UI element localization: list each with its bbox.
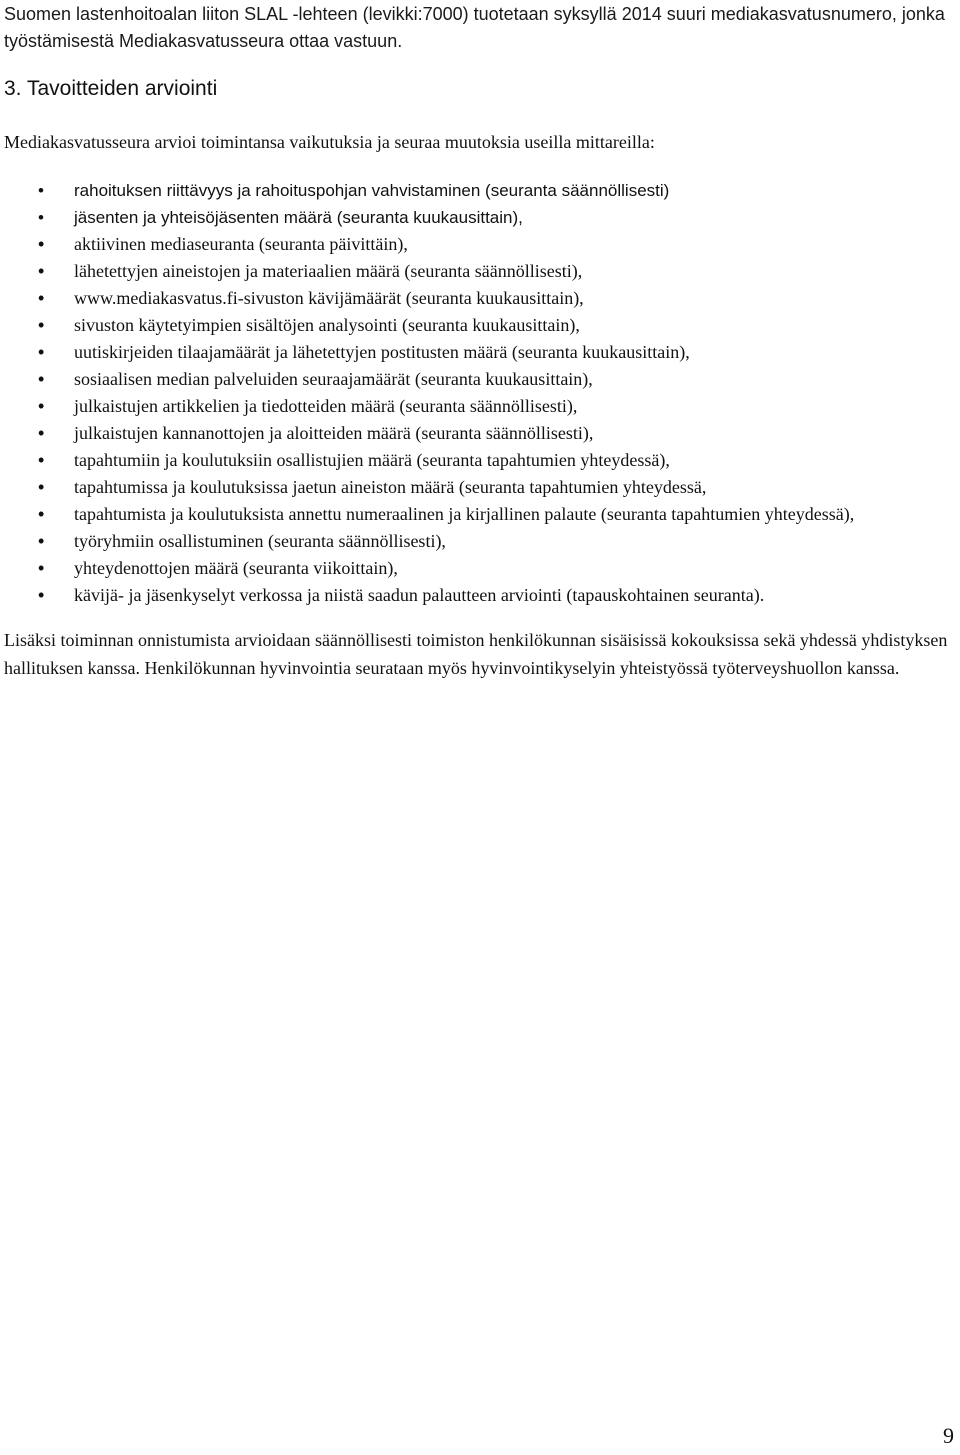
bullet-icon: •	[38, 450, 45, 470]
metrics-list	[4, 177, 956, 609]
bullet-icon: •	[38, 181, 44, 200]
list-item: • julkaistujen artikkelien ja tiedotteiden määrä (seuranta säännöllisesti),	[4, 393, 956, 420]
list-item: • julkaistujen kannanottojen ja aloitteiden määrä (seuranta säännöllisesti),	[4, 420, 956, 447]
bullet-icon: •	[38, 423, 45, 443]
list-item: • tapahtumissa ja koulutuksissa jaetun aineiston määrä (seuranta tapahtumien yhteydessä,	[4, 474, 956, 501]
bullet-icon: •	[38, 585, 45, 605]
page-number: 9	[943, 1423, 954, 1448]
bullet-icon: •	[38, 234, 45, 254]
bullet-icon: •	[38, 558, 45, 578]
section-heading: 3. Tavoitteiden arviointi	[4, 77, 218, 100]
bullet-icon: •	[38, 261, 45, 281]
bullet-icon: •	[38, 396, 45, 416]
section-lead: Mediakasvatusseura arvioi toimintansa vaikutuksia ja seuraa muutoksia useilla mittareilla:	[4, 132, 655, 152]
intro-paragraph: Suomen lastenhoitoalan liiton SLAL -lehteen (levikki:7000) tuotetaan syksyllä 2014 suuri mediakasvatusnumero, jonka työstämisestä Mediakasvatusseura ottaa vastuun.	[4, 4, 945, 51]
bullet-icon: •	[38, 369, 45, 389]
list-item: • www.mediakasvatus.fi-sivuston kävijämäärät (seuranta kuukausittain),	[4, 285, 956, 312]
closing-paragraph: Lisäksi toiminnan onnistumista arvioidaan säännöllisesti toimiston henkilökunnan sisäisissä kokouksissa sekä yhdessä yhdistyksen hallituksen kanssa. Henkilökunnan hyvinvointia seurataan myös hyvinvointikyselyin yhteistyössä työterveyshuollon kanssa.	[4, 630, 948, 678]
bullet-icon: •	[38, 342, 45, 362]
list-item: • yhteydenottojen määrä (seuranta viikoittain),	[4, 555, 956, 582]
bullet-icon: •	[38, 315, 45, 335]
list-item: • uutiskirjeiden tilaajamäärät ja lähetettyjen postitusten määrä (seuranta kuukausittain),	[4, 339, 956, 366]
list-item: • sosiaalisen median palveluiden seuraajamäärät (seuranta kuukausittain),	[4, 366, 956, 393]
list-item: • tapahtumiin ja koulutuksiin osallistujien määrä (seuranta tapahtumien yhteydessä),	[4, 447, 956, 474]
list-item: • jäsenten ja yhteisöjäsenten määrä (seuranta kuukausittain),	[4, 204, 956, 231]
bullet-icon: •	[38, 208, 44, 227]
list-item: • lähetettyjen aineistojen ja materiaalien määrä (seuranta säännöllisesti),	[4, 258, 956, 285]
list-item: • sivuston käytetyimpien sisältöjen analysointi (seuranta kuukausittain),	[4, 312, 956, 339]
list-item: • aktiivinen mediaseuranta (seuranta päivittäin),	[4, 231, 956, 258]
list-item: • työryhmiin osallistuminen (seuranta säännöllisesti),	[4, 528, 956, 555]
bullet-icon: •	[38, 288, 45, 308]
bullet-icon: •	[38, 504, 45, 524]
bullet-icon: •	[38, 477, 45, 497]
list-item: • kävijä- ja jäsenkyselyt verkossa ja niistä saadun palautteen arviointi (tapauskohtainen seuranta).	[4, 582, 956, 609]
document-page	[4, 0, 956, 682]
bullet-icon: •	[38, 531, 45, 551]
list-item: • tapahtumista ja koulutuksista annettu numeraalinen ja kirjallinen palaute (seuranta tapahtumien yhteydessä),	[4, 501, 956, 528]
list-item: • rahoituksen riittävyys ja rahoituspohjan vahvistaminen (seuranta säännöllisesti)	[4, 177, 956, 204]
